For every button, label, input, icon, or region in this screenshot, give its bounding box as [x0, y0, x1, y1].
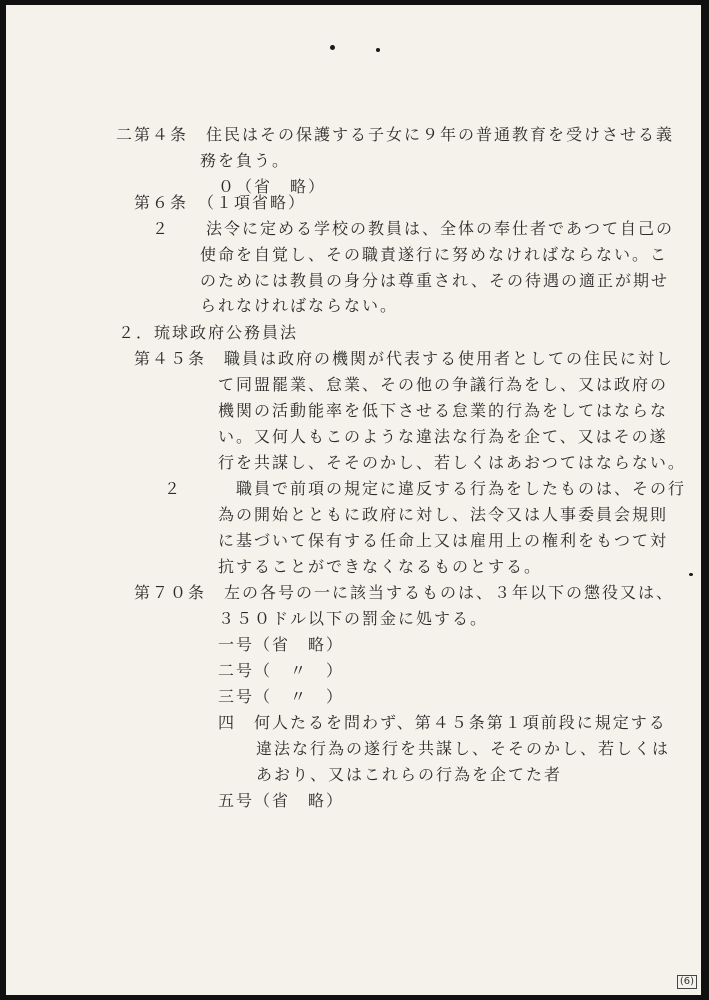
text-line: 一号（省 略）	[218, 635, 345, 654]
text-line: 違法な行為の遂行を共謀し、そそのかし、若しくは	[256, 739, 671, 758]
text-line: い。又何人もこのような違法な行為を企て、又はその遂	[218, 427, 668, 446]
text-line: 第６条 （１項省略）	[134, 193, 307, 212]
document-page	[6, 5, 701, 995]
ink-dot-mark	[330, 45, 335, 50]
text-line: 第４５条 職員は政府の機関が代表する使用者としての住民に対し	[134, 349, 675, 368]
text-line: に基づいて保有する任命上又は雇用上の権利をもつて対	[218, 531, 669, 550]
text-line: のためには教員の身分は尊重され、その待遇の適正が期せ	[200, 271, 669, 290]
text-line: ３５０ドル以下の罰金に処する。	[218, 609, 489, 628]
text-line: 使命を自覚し、その職責遂行に努めなければならない。こ	[200, 245, 669, 264]
text-line: 二第４条 住民はその保護する子女に９年の普通教育を受けさせる義	[116, 125, 675, 144]
text-line: ０（省 略）	[218, 177, 327, 196]
text-line: て同盟罷業、怠業、その他の争議行為をし、又は政府の	[218, 375, 669, 394]
text-line: 抗することができなくなるものとする。	[218, 557, 543, 576]
text-line: 為の開始とともに政府に対し、法令又は人事委員会規則	[218, 505, 669, 524]
text-line: 三号（ 〃 ）	[218, 687, 345, 706]
page-number: (6)	[677, 975, 697, 989]
text-line: ２ 法令に定める学校の教員は、全体の奉仕者であつて自己の	[152, 219, 675, 238]
text-line: 第７０条 左の各号の一に該当するものは、３年以下の懲役又は、	[134, 583, 675, 602]
section-heading: ２．琉球政府公務員法	[118, 323, 299, 342]
text-line: あおり、又はこれらの行為を企てた者	[256, 765, 563, 784]
text-line: 五号（省 略）	[218, 791, 345, 810]
text-line: 四 何人たるを問わず、第４５条第１項前段に規定する	[218, 713, 667, 732]
text-line: ２ 職員で前項の規定に違反する行為をしたものは、その行	[164, 479, 687, 498]
text-line: 機関の活動能率を低下させる怠業的行為をしてはならな	[218, 401, 669, 420]
text-line: 務を負う。	[200, 151, 291, 170]
ink-dot-mark	[376, 48, 380, 52]
text-line: 二号（ 〃 ）	[218, 661, 345, 680]
ink-dot-mark	[689, 573, 693, 576]
text-line: られなければならない。	[200, 296, 399, 315]
text-line: 行を共謀し、そそのかし、若しくはあおつてはならない。	[218, 453, 686, 472]
